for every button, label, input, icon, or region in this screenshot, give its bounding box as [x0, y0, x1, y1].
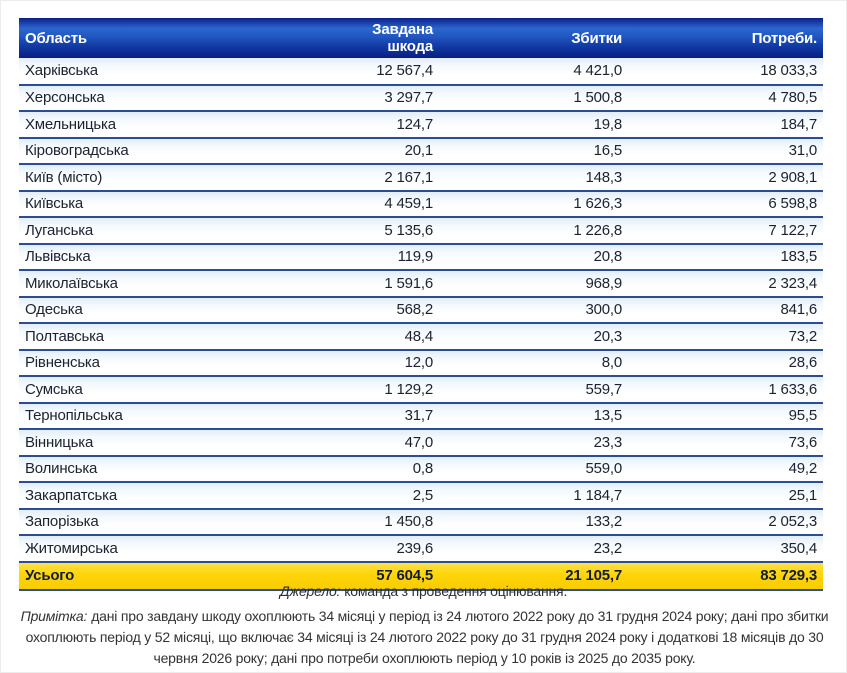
damage-cell: 48,4 [319, 323, 439, 350]
needs-cell: 2 323,4 [628, 270, 823, 297]
table-row [19, 164, 823, 191]
needs-cell: 4 780,5 [628, 85, 823, 112]
needs-cell: 95,5 [628, 403, 823, 430]
damage-cell: 12,0 [319, 350, 439, 377]
col-header-region: Область [19, 18, 319, 58]
table-row [19, 482, 823, 509]
header-row [19, 18, 823, 58]
damage-cell: 119,9 [319, 244, 439, 271]
region-cell: Хмельницька [19, 111, 319, 138]
table-row [19, 270, 823, 297]
needs-cell: 1 633,6 [628, 376, 823, 403]
region-cell: Миколаївська [19, 270, 319, 297]
damage-cell: 124,7 [319, 111, 439, 138]
damage-cell: 47,0 [319, 429, 439, 456]
losses-cell: 1 184,7 [439, 482, 628, 509]
source-text: команда з проведення оцінювання. [344, 583, 568, 599]
table-row [19, 297, 823, 324]
losses-cell: 19,8 [439, 111, 628, 138]
damage-cell: 0,8 [319, 456, 439, 483]
note-text: дані про завдану шкоду охоплюють 34 місяці у період із 24 лютого 2022 року до 31 грудня 2024 року; дані про збитки охоплюють період у 52 місяці, що включає 34 місяці із 24 лютого 2022 року до 31 грудня 2024 року і додаткові 18 місяців до 30 червня 2026 року; дані про потреби охоплюють період у 10 років із 2025 до 2035 року. [25, 608, 829, 666]
losses-cell: 559,0 [439, 456, 628, 483]
needs-cell: 28,6 [628, 350, 823, 377]
damage-cell: 3 297,7 [319, 85, 439, 112]
table-row [19, 58, 823, 85]
losses-cell: 13,5 [439, 403, 628, 430]
region-cell: Рівненська [19, 350, 319, 377]
losses-cell: 20,3 [439, 323, 628, 350]
losses-cell: 133,2 [439, 509, 628, 536]
table-row [19, 456, 823, 483]
losses-cell: 23,2 [439, 535, 628, 562]
needs-cell: 25,1 [628, 482, 823, 509]
losses-cell: 559,7 [439, 376, 628, 403]
region-cell: Тернопільська [19, 403, 319, 430]
losses-cell: 8,0 [439, 350, 628, 377]
col-header-losses: Збитки [439, 18, 628, 58]
table-row [19, 429, 823, 456]
region-cell: Житомирська [19, 535, 319, 562]
region-cell: Запорізька [19, 509, 319, 536]
region-cell: Одеська [19, 297, 319, 324]
losses-cell: 23,3 [439, 429, 628, 456]
region-cell: Харківська [19, 58, 319, 85]
table-row [19, 376, 823, 403]
damage-cell: 568,2 [319, 297, 439, 324]
losses-cell: 4 421,0 [439, 58, 628, 85]
total-damage-cell: 57 604,5 [319, 562, 439, 590]
region-cell: Сумська [19, 376, 319, 403]
total-needs-cell: 83 729,3 [628, 562, 823, 590]
region-cell: Вінницька [19, 429, 319, 456]
region-cell: Львівська [19, 244, 319, 271]
damage-cell: 5 135,6 [319, 217, 439, 244]
region-cell: Волинська [19, 456, 319, 483]
total-losses-cell: 21 105,7 [439, 562, 628, 590]
needs-cell: 184,7 [628, 111, 823, 138]
regions-table [19, 18, 823, 591]
needs-cell: 31,0 [628, 138, 823, 165]
table-row [19, 138, 823, 165]
table-row [19, 350, 823, 377]
table-row [19, 323, 823, 350]
table-body [19, 58, 823, 562]
needs-cell: 841,6 [628, 297, 823, 324]
damage-cell: 239,6 [319, 535, 439, 562]
losses-cell: 1 626,3 [439, 191, 628, 218]
table-row [19, 217, 823, 244]
losses-cell: 1 226,8 [439, 217, 628, 244]
needs-cell: 183,5 [628, 244, 823, 271]
damage-cell: 2,5 [319, 482, 439, 509]
note-label: Примітка: [20, 608, 88, 624]
needs-cell: 49,2 [628, 456, 823, 483]
needs-cell: 18 033,3 [628, 58, 823, 85]
region-cell: Кіровоградська [19, 138, 319, 165]
needs-cell: 73,2 [628, 323, 823, 350]
table-row [19, 85, 823, 112]
source-label: Джерело: [279, 583, 341, 599]
col-header-needs: Потреби. [628, 18, 823, 58]
losses-cell: 300,0 [439, 297, 628, 324]
losses-cell: 20,8 [439, 244, 628, 271]
table-row [19, 244, 823, 271]
losses-cell: 968,9 [439, 270, 628, 297]
table-row [19, 535, 823, 562]
col-header-damage: Завдана шкода [319, 18, 439, 58]
region-cell: Херсонська [19, 85, 319, 112]
region-cell: Київська [19, 191, 319, 218]
needs-cell: 2 052,3 [628, 509, 823, 536]
region-cell: Луганська [19, 217, 319, 244]
region-cell: Закарпатська [19, 482, 319, 509]
damage-cell: 31,7 [319, 403, 439, 430]
damage-cell: 12 567,4 [319, 58, 439, 85]
needs-cell: 2 908,1 [628, 164, 823, 191]
table-row [19, 111, 823, 138]
losses-cell: 148,3 [439, 164, 628, 191]
needs-cell: 350,4 [628, 535, 823, 562]
damage-cell: 2 167,1 [319, 164, 439, 191]
damage-cell: 1 129,2 [319, 376, 439, 403]
region-cell: Полтавська [19, 323, 319, 350]
table-row [19, 403, 823, 430]
damage-cell: 4 459,1 [319, 191, 439, 218]
losses-cell: 16,5 [439, 138, 628, 165]
losses-cell: 1 500,8 [439, 85, 628, 112]
region-cell: Київ (місто) [19, 164, 319, 191]
damage-cell: 1 450,8 [319, 509, 439, 536]
total-label-cell: Усього [19, 562, 319, 590]
needs-cell: 7 122,7 [628, 217, 823, 244]
needs-cell: 73,6 [628, 429, 823, 456]
damage-cell: 20,1 [319, 138, 439, 165]
table-row [19, 509, 823, 536]
needs-cell: 6 598,8 [628, 191, 823, 218]
source-line [1, 583, 846, 599]
note-paragraph [11, 606, 838, 669]
damage-cell: 1 591,6 [319, 270, 439, 297]
table-row [19, 191, 823, 218]
